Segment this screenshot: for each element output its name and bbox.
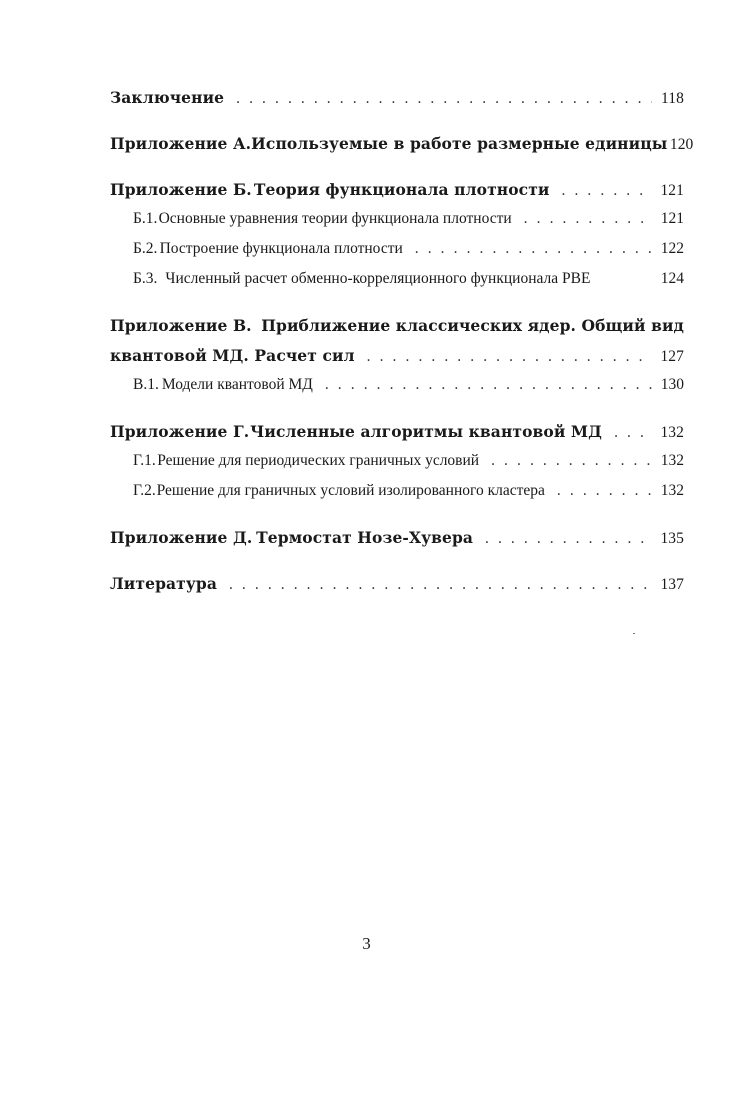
toc-entry-label: Приложение А. xyxy=(110,134,252,153)
toc-section-b2[interactable] xyxy=(133,240,684,264)
toc-section-title: Основные уравнения теории функционала плотности xyxy=(158,210,512,227)
toc-entry-page: 135 xyxy=(660,530,684,547)
toc-entry-appendix-d[interactable] xyxy=(110,528,684,552)
toc-entry-page: 120 xyxy=(669,136,694,153)
dot-leader xyxy=(229,576,652,596)
toc-entry-title: Численные алгоритмы квантовой МД xyxy=(250,422,603,441)
toc-entry-title: Литература xyxy=(110,574,217,593)
scan-speck xyxy=(633,633,635,634)
dot-leader xyxy=(236,90,652,110)
dot-leader xyxy=(524,210,652,230)
toc-entry-title: Заключение xyxy=(110,88,225,107)
dot-leader xyxy=(367,348,652,368)
dot-leader xyxy=(415,240,652,260)
toc-entry-label: Приложение Б. xyxy=(110,180,252,199)
toc-entry-title: Используемые в работе размерные единицы xyxy=(251,134,668,153)
toc-entry-conclusion[interactable] xyxy=(110,88,684,112)
toc-entry-appendix-v-cont[interactable] xyxy=(110,346,684,370)
dot-leader xyxy=(485,530,652,550)
toc-entry-page: 118 xyxy=(661,90,684,107)
toc-entry-title-line2: квантовой МД. Расчет сил xyxy=(110,346,355,365)
toc-section-g2[interactable] xyxy=(133,482,684,506)
toc-section-b3[interactable] xyxy=(133,270,684,294)
toc-section-number: Г.2. xyxy=(133,482,156,499)
toc-entry-label: Приложение Г. xyxy=(110,422,250,441)
toc-entry-page: 127 xyxy=(660,348,684,365)
dot-leader xyxy=(562,182,652,202)
toc-entry-page: 132 xyxy=(660,424,684,441)
toc-section-title: Численный расчет обменно-корреляционного функционала PBE xyxy=(165,270,591,287)
toc-section-number: В.1. xyxy=(133,376,159,393)
toc-entry-label: Приложение В. xyxy=(110,316,252,335)
toc-section-title: Решение для граничных условий изолированного кластера xyxy=(156,482,545,499)
dot-leader xyxy=(325,376,652,396)
toc-entry-label: Приложение Д. xyxy=(110,528,253,547)
toc-section-title: Модели квантовой МД xyxy=(161,376,313,393)
toc-entry-page: 137 xyxy=(660,576,684,593)
toc-section-title: Построение функционала плотности xyxy=(159,240,403,257)
toc-entry-literature[interactable] xyxy=(110,574,684,598)
toc-section-number: Б.1. xyxy=(133,210,158,227)
dot-leader xyxy=(614,424,652,444)
toc-entry-title: Теория функционала плотности xyxy=(253,180,550,199)
toc-entry-page: 121 xyxy=(660,182,684,199)
toc-entry-title-line1: Приближение классических ядер. Общий вид xyxy=(261,316,684,335)
toc-entry-appendix-a[interactable] xyxy=(110,134,694,158)
toc-section-v1[interactable] xyxy=(133,376,684,400)
toc-entry-title: Термостат Нозе-Хувера xyxy=(256,528,474,547)
toc-section-page: 124 xyxy=(660,270,684,287)
toc-section-page: 130 xyxy=(660,376,684,393)
toc-entry-appendix-g[interactable] xyxy=(110,422,684,446)
toc-section-number: Б.2. xyxy=(133,240,158,257)
page-number: 3 xyxy=(362,934,371,953)
toc-section-page: 122 xyxy=(660,240,684,257)
toc-entry-appendix-v[interactable] xyxy=(110,316,684,340)
toc-section-page: 132 xyxy=(660,482,684,499)
toc-section-number: Б.3. xyxy=(133,270,158,287)
dot-leader xyxy=(491,452,652,472)
toc-section-page: 132 xyxy=(660,452,684,469)
toc-section-g1[interactable] xyxy=(133,452,684,476)
dot-leader xyxy=(557,482,652,502)
toc-section-title: Решение для периодических граничных условий xyxy=(157,452,480,469)
toc-section-number: Г.1. xyxy=(133,452,156,469)
toc-section-b1[interactable] xyxy=(133,210,684,234)
toc-entry-appendix-b[interactable] xyxy=(110,180,684,204)
toc-section-page: 121 xyxy=(660,210,684,227)
